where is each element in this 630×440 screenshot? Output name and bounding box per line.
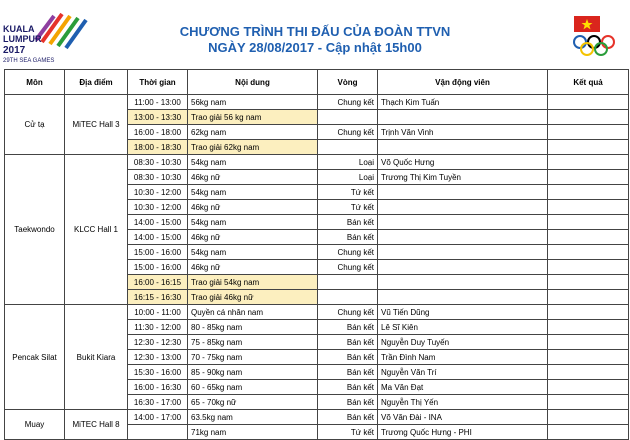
content-cell: 54kg nam [188, 215, 318, 230]
athlete-cell [378, 230, 548, 245]
athlete-cell [378, 290, 548, 305]
time-cell: 15:00 - 16:00 [128, 245, 188, 260]
svg-text:LUMPUR: LUMPUR [3, 34, 42, 44]
round-cell [318, 290, 378, 305]
venue-cell: KLCC Hall 1 [65, 155, 128, 305]
table-row [5, 410, 629, 425]
column-header-venue: Địa điểm [65, 70, 128, 95]
time-cell: 11:00 - 13:00 [128, 95, 188, 110]
athlete-cell: Nguyễn Văn Trí [378, 365, 548, 380]
content-cell: 46kg nữ [188, 170, 318, 185]
column-header-athlete: Vận động viên [378, 70, 548, 95]
round-cell: Chung kết [318, 125, 378, 140]
time-cell: 12:30 - 12:30 [128, 335, 188, 350]
result-cell [548, 290, 629, 305]
content-cell: 46kg nữ [188, 230, 318, 245]
sport-cell: Taekwondo [5, 155, 65, 305]
time-cell [128, 425, 188, 440]
round-cell: Loại [318, 155, 378, 170]
round-cell: Bán kết [318, 215, 378, 230]
content-cell: 65 - 70kg nữ [188, 395, 318, 410]
vietnam-olympic-logo [566, 14, 630, 62]
round-cell [318, 275, 378, 290]
athlete-cell: Võ Văn Đài - INA [378, 410, 548, 425]
content-cell: 56kg nam [188, 95, 318, 110]
sport-cell: Muay [5, 410, 65, 440]
result-cell [548, 365, 629, 380]
time-cell: 16:00 - 18:00 [128, 125, 188, 140]
schedule-body [5, 95, 629, 440]
athlete-cell [378, 245, 548, 260]
table-row [5, 155, 629, 170]
column-header-time: Thời gian [128, 70, 188, 95]
result-cell [548, 425, 629, 440]
athlete-cell: Võ Quốc Hưng [378, 155, 548, 170]
sport-cell: Cử tạ [5, 95, 65, 155]
svg-text:KUALA: KUALA [3, 24, 35, 34]
column-header-sport: Môn [5, 70, 65, 95]
content-cell: 75 - 85kg nam [188, 335, 318, 350]
table-header-row [5, 70, 629, 95]
content-cell: 54kg nam [188, 245, 318, 260]
content-cell: Trao giải 54kg nam [188, 275, 318, 290]
result-cell [548, 140, 629, 155]
result-cell [548, 200, 629, 215]
round-cell: Loại [318, 170, 378, 185]
sport-cell: Pencak Silat [5, 305, 65, 410]
result-cell [548, 170, 629, 185]
athlete-cell: Vũ Tiến Dũng [378, 305, 548, 320]
round-cell: Chung kết [318, 260, 378, 275]
round-cell: Tứ kết [318, 185, 378, 200]
round-cell: Bán kết [318, 395, 378, 410]
result-cell [548, 275, 629, 290]
svg-text:29TH SEA GAMES: 29TH SEA GAMES [3, 58, 55, 64]
time-cell: 18:00 - 18:30 [128, 140, 188, 155]
time-cell: 16:15 - 16:30 [128, 290, 188, 305]
column-header-round: Vòng [318, 70, 378, 95]
content-cell: 54kg nam [188, 155, 318, 170]
result-cell [548, 245, 629, 260]
page-subtitle: NGÀY 28/08/2017 - Cập nhật 15h00 [208, 40, 422, 55]
round-cell: Tứ kết [318, 200, 378, 215]
round-cell: Chung kết [318, 305, 378, 320]
result-cell [548, 350, 629, 365]
athlete-cell [378, 110, 548, 125]
athlete-cell: Thạch Kim Tuấn [378, 95, 548, 110]
time-cell: 08:30 - 10:30 [128, 155, 188, 170]
result-cell [548, 305, 629, 320]
athlete-cell [378, 185, 548, 200]
table-row [5, 305, 629, 320]
time-cell: 10:00 - 11:00 [128, 305, 188, 320]
result-cell [548, 230, 629, 245]
time-cell: 12:30 - 13:00 [128, 350, 188, 365]
content-cell: 63.5kg nam [188, 410, 318, 425]
round-cell: Bán kết [318, 335, 378, 350]
time-cell: 16:00 - 16:15 [128, 275, 188, 290]
content-cell: 80 - 85kg nam [188, 320, 318, 335]
athlete-cell: Ma Văn Đạt [378, 380, 548, 395]
page-title: CHƯƠNG TRÌNH THI ĐẤU CỦA ĐOÀN TTVN [179, 24, 451, 39]
time-cell: 15:30 - 16:00 [128, 365, 188, 380]
time-cell: 10:30 - 12:00 [128, 185, 188, 200]
athlete-cell: Lê Sĩ Kiên [378, 320, 548, 335]
venue-cell: MiTEC Hall 3 [65, 95, 128, 155]
result-cell [548, 260, 629, 275]
time-cell: 10:30 - 12:00 [128, 200, 188, 215]
athlete-cell: Nguyễn Duy Tuyến [378, 335, 548, 350]
content-cell: 46kg nữ [188, 200, 318, 215]
athlete-cell: Nguyễn Thị Yến [378, 395, 548, 410]
venue-cell: MiTEC Hall 8 [65, 410, 128, 440]
time-cell: 16:30 - 17:00 [128, 395, 188, 410]
svg-text:2017: 2017 [3, 45, 26, 56]
result-cell [548, 95, 629, 110]
athlete-cell [378, 140, 548, 155]
time-cell: 14:00 - 15:00 [128, 215, 188, 230]
round-cell [318, 140, 378, 155]
round-cell: Bán kết [318, 350, 378, 365]
time-cell: 13:00 - 13:30 [128, 110, 188, 125]
time-cell: 14:00 - 17:00 [128, 410, 188, 425]
content-cell: 71kg nam [188, 425, 318, 440]
content-cell: 62kg nam [188, 125, 318, 140]
result-cell [548, 125, 629, 140]
result-cell [548, 185, 629, 200]
result-cell [548, 380, 629, 395]
table-row [5, 95, 629, 110]
athlete-cell [378, 215, 548, 230]
round-cell [318, 110, 378, 125]
time-cell: 14:00 - 15:00 [128, 230, 188, 245]
time-cell: 16:00 - 16:30 [128, 380, 188, 395]
time-cell: 11:30 - 12:00 [128, 320, 188, 335]
athlete-cell [378, 200, 548, 215]
result-cell [548, 320, 629, 335]
athlete-cell [378, 260, 548, 275]
content-cell: 60 - 65kg nam [188, 380, 318, 395]
round-cell: Bán kết [318, 320, 378, 335]
content-cell: 54kg nam [188, 185, 318, 200]
venue-cell: Bukit Kiara [65, 305, 128, 410]
round-cell: Chung kết [318, 95, 378, 110]
round-cell: Tứ kết [318, 425, 378, 440]
content-cell: Quyền cá nhân nam [188, 305, 318, 320]
athlete-cell: Trương Thị Kim Tuyền [378, 170, 548, 185]
result-cell [548, 410, 629, 425]
content-cell: 70 - 75kg nam [188, 350, 318, 365]
round-cell: Bán kết [318, 380, 378, 395]
column-header-content: Nội dung [188, 70, 318, 95]
athlete-cell: Trần Đình Nam [378, 350, 548, 365]
schedule-table [4, 69, 629, 440]
content-cell: 46kg nữ [188, 260, 318, 275]
time-cell: 08:30 - 10:30 [128, 170, 188, 185]
result-cell [548, 335, 629, 350]
content-cell: Trao giải 46kg nữ [188, 290, 318, 305]
result-cell [548, 215, 629, 230]
result-cell [548, 110, 629, 125]
content-cell: Trao giải 56 kg nam [188, 110, 318, 125]
athlete-cell [378, 275, 548, 290]
round-cell: Bán kết [318, 410, 378, 425]
round-cell: Bán kết [318, 230, 378, 245]
result-cell [548, 155, 629, 170]
content-cell: 85 - 90kg nam [188, 365, 318, 380]
page-header [0, 0, 630, 68]
time-cell: 15:00 - 16:00 [128, 260, 188, 275]
athlete-cell: Trương Quốc Hưng - PHI [378, 425, 548, 440]
result-cell [548, 395, 629, 410]
round-cell: Bán kết [318, 365, 378, 380]
content-cell: Trao giải 62kg nam [188, 140, 318, 155]
round-cell: Chung kết [318, 245, 378, 260]
athlete-cell: Trịnh Văn Vinh [378, 125, 548, 140]
column-header-result: Kết quả [548, 70, 629, 95]
